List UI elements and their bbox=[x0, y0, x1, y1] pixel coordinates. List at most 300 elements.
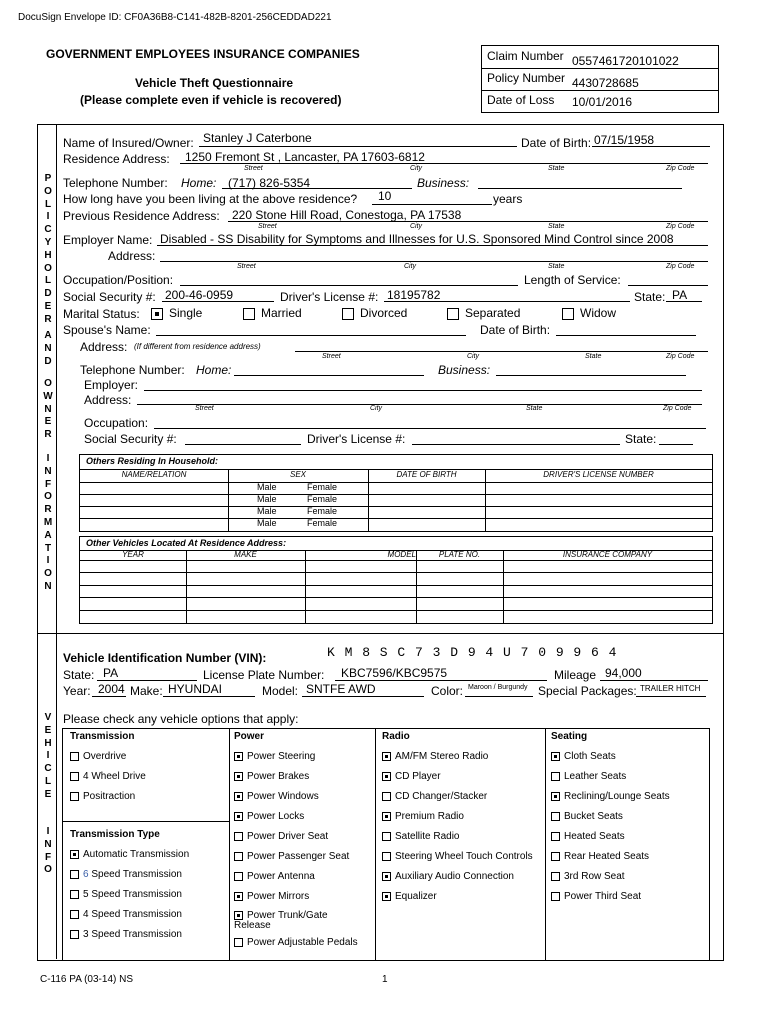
spouse-dob-label: Date of Birth: bbox=[480, 323, 551, 337]
side-letter: I bbox=[46, 453, 50, 464]
option-label: CD Changer/Stacker bbox=[395, 791, 488, 802]
transmission-type-option[interactable] bbox=[70, 849, 189, 860]
vehicles-col-model: MODEL bbox=[387, 550, 416, 559]
seating-option[interactable] bbox=[551, 891, 641, 902]
side-letter: E bbox=[44, 416, 52, 428]
power-title: Power bbox=[234, 731, 265, 742]
option-checkbox[interactable] bbox=[551, 752, 560, 761]
radio-title: Radio bbox=[382, 731, 410, 742]
option-checkbox[interactable] bbox=[551, 792, 560, 801]
employer-address-line bbox=[160, 261, 708, 262]
marital-widow[interactable]: Widow bbox=[562, 306, 616, 320]
household-title: Others Residing In Household: bbox=[86, 456, 219, 466]
household-row1-male[interactable]: Male bbox=[257, 482, 277, 492]
side-label-and bbox=[41, 330, 55, 368]
seating-option[interactable] bbox=[551, 831, 625, 842]
household-row4-male[interactable]: Male bbox=[257, 518, 277, 528]
marital-widow-checkbox[interactable] bbox=[562, 308, 574, 320]
spouse-home-label: Home: bbox=[196, 363, 232, 377]
side-label-owner bbox=[41, 378, 55, 442]
option-checkbox[interactable] bbox=[234, 772, 243, 781]
street-caption: Street bbox=[244, 165, 263, 172]
model-line bbox=[302, 696, 424, 697]
other-vehicles-title: Other Vehicles Located At Residence Address: bbox=[86, 538, 287, 548]
vin-value[interactable]: K M 8 S C 7 3 D 9 4 U 7 0 9 9 6 4 bbox=[327, 645, 618, 660]
howlong-value[interactable]: 10 bbox=[378, 189, 392, 203]
zip-caption-3: Zip Code bbox=[666, 263, 695, 270]
envelope-id: DocuSign Envelope ID: CF0A36B8-C141-482B-8201-256CEDDAD221 bbox=[18, 12, 332, 23]
side-letter: E bbox=[44, 300, 52, 312]
option-label: Power Third Seat bbox=[564, 891, 642, 902]
marital-divorced[interactable]: Divorced bbox=[342, 306, 407, 320]
transmission-type-option[interactable] bbox=[70, 889, 182, 900]
zip-caption-5: Zip Code bbox=[663, 405, 692, 412]
marital-separated-checkbox[interactable] bbox=[447, 308, 459, 320]
option-checkbox[interactable] bbox=[551, 772, 560, 781]
service-label: Length of Service: bbox=[524, 273, 621, 287]
option-label: Power Brakes bbox=[247, 771, 310, 782]
side-letter: C bbox=[44, 763, 52, 775]
power-column bbox=[234, 731, 374, 951]
street-caption-4: Street bbox=[322, 353, 341, 360]
city-caption: City bbox=[410, 165, 423, 172]
spouse-employer-address-line bbox=[137, 404, 702, 405]
vehicle-state-label: State: bbox=[63, 668, 95, 682]
power-option[interactable] bbox=[234, 871, 315, 882]
occupation-line bbox=[180, 285, 518, 286]
marital-divorced-checkbox[interactable] bbox=[342, 308, 354, 320]
option-label: 3rd Row Seat bbox=[564, 871, 625, 882]
employer-value[interactable]: Disabled - SS Disability for Symptoms and Illnesses for U.S. Sponsored Mind Control since 2008 bbox=[160, 232, 674, 246]
policy-number-value[interactable]: 4430728685 bbox=[572, 76, 639, 90]
option-checkbox[interactable] bbox=[234, 911, 243, 920]
option-checkbox[interactable] bbox=[551, 872, 560, 881]
transmission-type-option[interactable] bbox=[70, 929, 182, 940]
option-checkbox[interactable] bbox=[551, 832, 560, 841]
power-option[interactable] bbox=[234, 911, 328, 931]
household-row3-male[interactable]: Male bbox=[257, 506, 277, 516]
household-col-sex: SEX bbox=[289, 470, 306, 479]
option-label: Satellite Radio bbox=[395, 831, 460, 842]
radio-option[interactable] bbox=[382, 871, 514, 882]
mileage-value[interactable]: 94,000 bbox=[605, 666, 642, 680]
city-caption-2: City bbox=[410, 223, 423, 230]
side-letter: W bbox=[43, 390, 53, 402]
residence-value[interactable]: 1250 Fremont St , Lancaster, PA 17603-6812 bbox=[185, 150, 425, 164]
option-checkbox[interactable] bbox=[234, 792, 243, 801]
transmission-column bbox=[70, 731, 230, 821]
residence-label: Residence Address: bbox=[63, 152, 170, 166]
state-caption-5: State bbox=[526, 405, 543, 412]
side-letter: M bbox=[43, 516, 53, 528]
side-letter: A bbox=[44, 529, 52, 541]
option-label: Premium Radio bbox=[395, 811, 464, 822]
option-checkbox[interactable] bbox=[70, 930, 79, 939]
option-label: Speed Transmission bbox=[91, 869, 182, 880]
household-row3-female[interactable]: Female bbox=[307, 506, 338, 516]
option-checkbox[interactable] bbox=[382, 852, 391, 861]
vehicles-col-insurance: INSURANCE COMPANY bbox=[562, 550, 653, 559]
option-label: 5 Speed Transmission bbox=[83, 889, 182, 900]
year-line bbox=[92, 696, 126, 697]
claim-box bbox=[481, 45, 719, 113]
make-value[interactable]: HYUNDAI bbox=[168, 682, 223, 696]
option-label: Heated Seats bbox=[564, 831, 625, 842]
residence-line bbox=[180, 163, 708, 164]
prev-residence-line bbox=[228, 221, 708, 222]
special-packages-value[interactable]: TRAILER HITCH bbox=[640, 684, 701, 693]
side-letter: N bbox=[44, 580, 52, 592]
option-checkbox[interactable] bbox=[70, 772, 79, 781]
spouse-business-line bbox=[496, 375, 686, 376]
options-prompt: Please check any vehicle options that apply: bbox=[63, 712, 299, 726]
spouse-business-label: Business: bbox=[438, 363, 491, 377]
vehicle-state-line bbox=[97, 680, 197, 681]
option-checkbox[interactable] bbox=[382, 772, 391, 781]
street-caption-3: Street bbox=[237, 263, 256, 270]
howlong-label: How long have you been living at the above residence? bbox=[63, 192, 358, 206]
seating-option[interactable] bbox=[551, 791, 670, 802]
ssn-line bbox=[162, 301, 274, 302]
phone-label: Telephone Number: bbox=[63, 176, 168, 190]
option-checkbox[interactable] bbox=[551, 812, 560, 821]
household-row2-male[interactable]: Male bbox=[257, 494, 277, 504]
make-line bbox=[163, 696, 255, 697]
street-caption-5: Street bbox=[195, 405, 214, 412]
option-label: Power Adjustable Pedals bbox=[247, 937, 358, 948]
side-letter: O bbox=[44, 491, 52, 503]
option-checkbox[interactable] bbox=[70, 850, 79, 859]
other-vehicles-table bbox=[79, 536, 713, 624]
transmission-type-column bbox=[70, 829, 230, 949]
power-option[interactable] bbox=[234, 831, 328, 842]
option-checkbox[interactable] bbox=[234, 852, 243, 861]
side-letter: O bbox=[44, 568, 52, 580]
spouse-address-line bbox=[295, 351, 708, 352]
spouse-address-label: Address: bbox=[80, 340, 128, 354]
side-letter: R bbox=[44, 504, 52, 516]
side-letter: R bbox=[44, 429, 52, 441]
zip-caption-2: Zip Code bbox=[666, 223, 695, 230]
option-label: Equalizer bbox=[395, 891, 437, 902]
plate-value[interactable]: KBC7596/KBC9575 bbox=[341, 666, 448, 680]
transmission-option[interactable] bbox=[70, 791, 135, 802]
household-table bbox=[79, 454, 713, 532]
transmission-type-title: Transmission Type bbox=[70, 829, 160, 840]
radio-column bbox=[382, 731, 552, 921]
radio-option[interactable] bbox=[382, 751, 488, 762]
vehicles-col-make: MAKE bbox=[234, 550, 257, 559]
option-label-continued: Release bbox=[234, 920, 271, 932]
state-caption-4: State bbox=[585, 353, 602, 360]
side-letter: D bbox=[44, 355, 52, 367]
name-value[interactable]: Stanley J Caterbone bbox=[203, 131, 312, 145]
option-label: 4 Speed Transmission bbox=[83, 909, 182, 920]
side-letter: O bbox=[44, 185, 52, 197]
state-value[interactable]: PA bbox=[672, 288, 688, 302]
side-letter: E bbox=[44, 724, 52, 736]
street-caption-2: Street bbox=[258, 223, 277, 230]
option-label: Steering Wheel Touch Controls bbox=[395, 851, 533, 862]
spouse-dl-line bbox=[412, 444, 620, 445]
name-line bbox=[199, 146, 517, 147]
special-packages-line bbox=[636, 696, 706, 697]
state-caption-2: State bbox=[548, 223, 565, 230]
spouse-ssn-line bbox=[185, 444, 301, 445]
option-label: Cloth Seats bbox=[564, 751, 616, 762]
side-letter: H bbox=[44, 249, 52, 261]
dl-label: Driver's License #: bbox=[280, 290, 379, 304]
option-checkbox[interactable] bbox=[234, 832, 243, 841]
spouse-occupation-label: Occupation: bbox=[84, 416, 149, 430]
marital-married[interactable]: Married bbox=[243, 306, 302, 320]
state-line bbox=[666, 301, 702, 302]
transmission-title: Transmission bbox=[70, 731, 135, 742]
spouse-name-label: Spouse's Name: bbox=[63, 323, 151, 337]
option-label: Power Locks bbox=[247, 811, 305, 822]
color-value[interactable]: Maroon / Burgundy bbox=[468, 684, 528, 691]
side-letter: C bbox=[44, 224, 52, 236]
state-label: State: bbox=[634, 290, 666, 304]
home-label: Home: bbox=[181, 176, 217, 190]
plate-line bbox=[335, 680, 547, 681]
zip-caption-4: Zip Code bbox=[666, 353, 695, 360]
radio-option[interactable] bbox=[382, 771, 441, 782]
power-option[interactable] bbox=[234, 937, 358, 948]
spouse-dl-label: Driver's License #: bbox=[307, 432, 406, 446]
transmission-option[interactable] bbox=[70, 751, 126, 762]
seating-title: Seating bbox=[551, 731, 588, 742]
city-caption-3: City bbox=[404, 263, 417, 270]
date-of-loss-value[interactable]: 10/01/2016 bbox=[572, 95, 633, 109]
name-label: Name of Insured/Owner: bbox=[63, 136, 194, 150]
side-label-vehicle bbox=[41, 712, 55, 802]
option-prefix: 6 bbox=[83, 869, 92, 880]
side-letter: P bbox=[44, 173, 52, 184]
side-letter: I bbox=[46, 555, 50, 567]
household-row2-female[interactable]: Female bbox=[307, 494, 338, 504]
marital-single-checkbox[interactable] bbox=[151, 308, 163, 320]
option-checkbox[interactable] bbox=[382, 832, 391, 841]
radio-option[interactable] bbox=[382, 831, 459, 842]
year-value[interactable]: 2004 bbox=[98, 682, 125, 696]
spouse-home-line bbox=[234, 375, 424, 376]
power-option[interactable] bbox=[234, 751, 315, 762]
side-label-divider bbox=[56, 124, 57, 959]
side-letter: E bbox=[44, 788, 52, 800]
mileage-line bbox=[600, 680, 708, 681]
side-letter: N bbox=[44, 838, 52, 850]
policy-number-label: Policy Number bbox=[487, 71, 566, 85]
option-checkbox[interactable] bbox=[70, 792, 79, 801]
power-option[interactable] bbox=[234, 851, 349, 862]
household-col-name: NAME/RELATION bbox=[121, 470, 187, 479]
marital-married-checkbox[interactable] bbox=[243, 308, 255, 320]
side-letter: T bbox=[44, 542, 52, 554]
color-line bbox=[465, 696, 533, 697]
side-label-policyholder bbox=[41, 173, 55, 327]
power-option[interactable] bbox=[234, 771, 309, 782]
side-letter: L bbox=[44, 275, 52, 287]
option-checkbox[interactable] bbox=[234, 892, 243, 901]
option-label: 4 Wheel Drive bbox=[83, 771, 146, 782]
seating-option[interactable] bbox=[551, 751, 616, 762]
side-letter: N bbox=[44, 465, 52, 477]
dob-label: Date of Birth: bbox=[521, 136, 592, 150]
plate-label: License Plate Number: bbox=[203, 668, 325, 682]
vehicles-col-plate: PLATE NO. bbox=[438, 550, 481, 559]
form-code: C-116 PA (03-14) NS bbox=[40, 974, 134, 985]
state-caption: State bbox=[548, 165, 565, 172]
transmission-type-option[interactable] bbox=[70, 909, 182, 920]
option-label: Rear Heated Seats bbox=[564, 851, 650, 862]
form-title: Vehicle Theft Questionnaire bbox=[135, 76, 294, 90]
option-label: Positraction bbox=[83, 791, 136, 802]
radio-option[interactable] bbox=[382, 891, 437, 902]
side-label-info bbox=[41, 826, 55, 877]
option-label: Reclining/Lounge Seats bbox=[564, 791, 670, 802]
seating-option[interactable] bbox=[551, 851, 649, 862]
option-checkbox[interactable] bbox=[70, 910, 79, 919]
option-label: Power Steering bbox=[247, 751, 316, 762]
option-checkbox[interactable] bbox=[234, 812, 243, 821]
option-checkbox[interactable] bbox=[551, 852, 560, 861]
seating-option[interactable] bbox=[551, 811, 623, 822]
service-line bbox=[628, 285, 708, 286]
zip-caption: Zip Code bbox=[666, 165, 695, 172]
color-label: Color: bbox=[431, 684, 464, 698]
option-checkbox[interactable] bbox=[382, 812, 391, 821]
side-letter: N bbox=[44, 342, 52, 354]
special-packages-label: Special Packages: bbox=[538, 684, 637, 698]
business-line bbox=[478, 188, 682, 189]
side-letter: O bbox=[44, 262, 52, 274]
howlong-line bbox=[372, 204, 492, 205]
option-checkbox[interactable] bbox=[382, 892, 391, 901]
option-label: Automatic Transmission bbox=[83, 849, 190, 860]
side-letter: V bbox=[44, 712, 52, 723]
spouse-employer-label: Employer: bbox=[84, 378, 139, 392]
power-option[interactable] bbox=[234, 791, 319, 802]
prev-residence-value[interactable]: 220 Stone Hill Road, Conestoga, PA 17538 bbox=[232, 208, 462, 222]
side-letter: F bbox=[44, 851, 52, 863]
transmission-type-option[interactable] bbox=[70, 869, 182, 880]
seating-option[interactable] bbox=[551, 771, 626, 782]
option-label: Bucket Seats bbox=[564, 811, 623, 822]
side-letter: D bbox=[44, 288, 52, 300]
spouse-name-line bbox=[156, 335, 466, 336]
option-checkbox[interactable] bbox=[234, 938, 243, 947]
seating-column bbox=[551, 731, 711, 911]
radio-option[interactable] bbox=[382, 851, 533, 862]
option-checkbox[interactable] bbox=[382, 872, 391, 881]
option-label: CD Player bbox=[395, 771, 441, 782]
side-letter: A bbox=[44, 330, 52, 341]
option-label: Power Passenger Seat bbox=[247, 851, 350, 862]
option-checkbox[interactable] bbox=[234, 872, 243, 881]
dob-value[interactable]: 07/15/1958 bbox=[594, 133, 655, 147]
spouse-employer-address-label: Address: bbox=[84, 393, 132, 407]
occupation-label: Occupation/Position: bbox=[63, 273, 174, 287]
option-label: Power Trunk/Gate bbox=[247, 910, 328, 922]
years-label: years bbox=[493, 192, 523, 206]
option-checkbox[interactable] bbox=[234, 752, 243, 761]
option-checkbox[interactable] bbox=[70, 870, 79, 879]
dob-line bbox=[592, 146, 710, 147]
option-label: Power Windows bbox=[247, 791, 319, 802]
vehicle-state-value[interactable]: PA bbox=[103, 666, 119, 680]
transmission-option[interactable] bbox=[70, 771, 146, 782]
section-divider bbox=[37, 633, 723, 634]
option-checkbox[interactable] bbox=[551, 892, 560, 901]
ssn-label: Social Security #: bbox=[63, 290, 156, 304]
spouse-employer-line bbox=[144, 390, 702, 391]
model-label: Model: bbox=[262, 684, 299, 698]
option-checkbox[interactable] bbox=[382, 792, 391, 801]
spouse-state-label: State: bbox=[625, 432, 657, 446]
spouse-address-note: (If different from residence address) bbox=[134, 342, 261, 351]
option-checkbox[interactable] bbox=[70, 752, 79, 761]
dl-value[interactable]: 18195782 bbox=[387, 288, 441, 302]
spouse-dob-line bbox=[556, 335, 696, 336]
power-option[interactable] bbox=[234, 891, 309, 902]
mileage-label: Mileage bbox=[554, 668, 597, 682]
spouse-state-line bbox=[659, 444, 693, 445]
household-col-dob: DATE OF BIRTH bbox=[396, 470, 457, 479]
side-letter: F bbox=[44, 478, 52, 490]
make-label: Make: bbox=[130, 684, 163, 698]
vehicles-col-year: YEAR bbox=[122, 550, 144, 559]
side-label-information bbox=[41, 453, 55, 594]
option-checkbox[interactable] bbox=[382, 752, 391, 761]
company-name: GOVERNMENT EMPLOYEES INSURANCE COMPANIES bbox=[46, 47, 360, 61]
claim-number-label: Claim Number bbox=[487, 49, 564, 63]
prev-residence-label: Previous Residence Address: bbox=[63, 209, 220, 223]
side-letter: O bbox=[44, 378, 52, 389]
ssn-value[interactable]: 200-46-0959 bbox=[165, 288, 234, 302]
spouse-ssn-label: Social Security #: bbox=[84, 432, 177, 446]
marital-single[interactable]: Single bbox=[151, 306, 202, 320]
side-letter: N bbox=[44, 403, 52, 415]
radio-option[interactable] bbox=[382, 791, 487, 802]
household-col-dl: DRIVER'S LICENSE NUMBER bbox=[543, 470, 654, 479]
employer-line bbox=[157, 245, 708, 246]
side-letter: I bbox=[46, 211, 50, 223]
household-row1-female[interactable]: Female bbox=[307, 482, 338, 492]
side-letter: L bbox=[44, 775, 52, 787]
seating-option[interactable] bbox=[551, 871, 625, 882]
home-phone-value[interactable]: (717) 826-5354 bbox=[228, 176, 311, 190]
radio-option[interactable] bbox=[382, 811, 464, 822]
option-label: AM/FM Stereo Radio bbox=[395, 751, 489, 762]
option-label: Leather Seats bbox=[564, 771, 627, 782]
power-option[interactable] bbox=[234, 811, 304, 822]
marital-separated[interactable]: Separated bbox=[447, 306, 520, 320]
option-label: Power Antenna bbox=[247, 871, 315, 882]
option-label: Power Mirrors bbox=[247, 891, 310, 902]
dl-line bbox=[384, 301, 630, 302]
side-letter: Y bbox=[44, 236, 52, 248]
option-label: Overdrive bbox=[83, 751, 127, 762]
vin-label: Vehicle Identification Number (VIN): bbox=[63, 651, 267, 665]
option-checkbox[interactable] bbox=[70, 890, 79, 899]
side-letter: I bbox=[46, 750, 50, 762]
household-row4-female[interactable]: Female bbox=[307, 518, 338, 528]
claim-number-value[interactable]: 0557461720101022 bbox=[572, 54, 679, 68]
business-label: Business: bbox=[417, 176, 470, 190]
model-value[interactable]: SNTFE AWD bbox=[306, 682, 376, 696]
side-letter: O bbox=[44, 864, 52, 876]
